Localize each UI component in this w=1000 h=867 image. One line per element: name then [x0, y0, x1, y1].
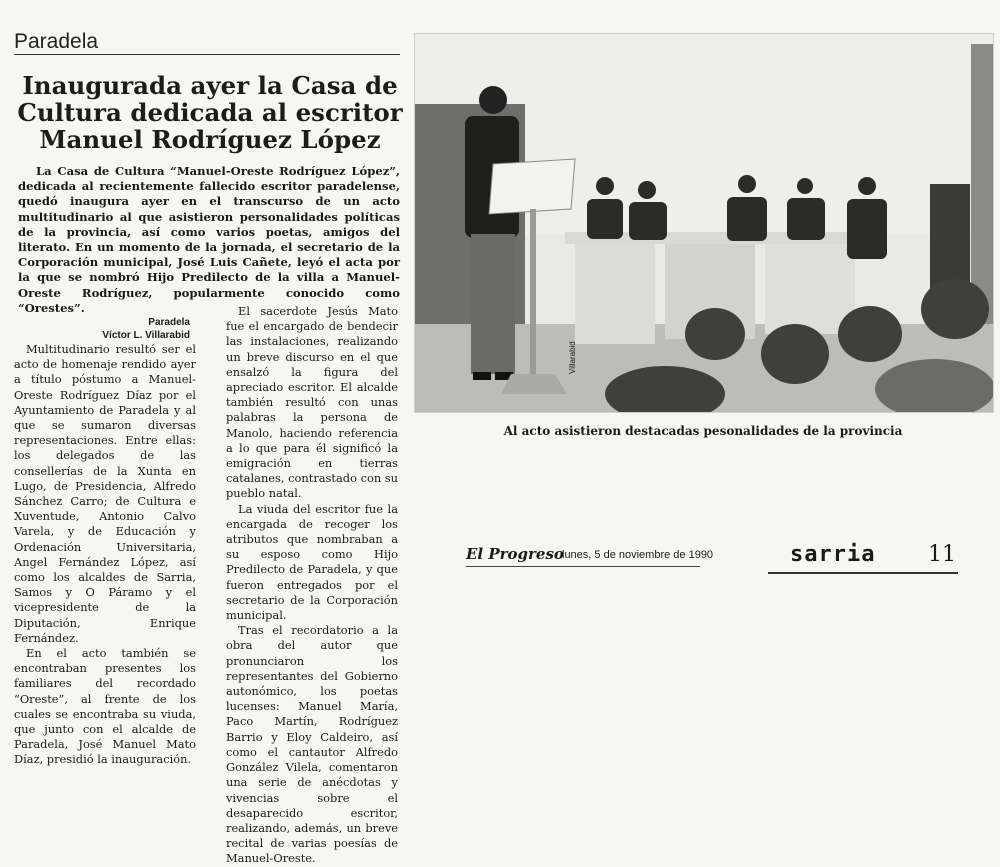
article-column-1 [14, 342, 196, 768]
byline-author: Víctor L. Villarabid [102, 330, 190, 341]
body-paragraph: Multitudinario resultó ser el acto de homenaje rendido ayer a título póstumo a Manuel-Oreste Rodríguez Díaz por el Ayuntamiento de Paradela y al que se sumaron diversas representaciones. Entre ellas: los delegados de las consellerías de la Xunta en Lugo, de Presidencia, Alfredo Sánchez Carro; de Cultura e Xuventude, Antonio Calvo Varela, y de Educación y Ordenación Universitaria, Angel Fernández López, así como los alcaldes de Sarria, Samos y O Páramo y el vicepresidente de la Diputación, Enrique Fernández. [14, 342, 196, 645]
publication-date: lunes, 5 de noviembre de 1990 [562, 549, 714, 561]
page-number: 11 [928, 542, 956, 567]
byline-place: Paradela [148, 317, 190, 328]
photo-illustration [415, 34, 993, 412]
body-paragraph: En el acto también se encontraban presentes los familiares del recordado “Oreste”, al frente de los cuales se encontraba su viuda, que junto con el alcalde de Paradela, José Manuel Mato Díaz, presidió la inauguración. [14, 646, 196, 767]
lead-paragraph: La Casa de Cultura “Manuel-Oreste Rodríguez López”, dedicada al recientemente fallecido escritor paradelense, quedó inaugura ayer en el transcurso de un acto multitudinario al que asistieron personalidades políticas de la provincia, así como varios poetas, amigos del literato. En un momento de la jornada, el secretario de la Corporación municipal, José Luis Cañete, leyó el acta por la que se nombró Hijo Predilecto de la villa a Manuel-Oreste Rodríguez, popularmente conocido como “Orestes”. [18, 164, 400, 315]
body-paragraph: El sacerdote Jesús Mato fue el encargado de bendecir las instalaciones, realizando un breve discurso en el que ensalzó la figura del apreciado escritor. El alcalde también resultó con unas palabras la persona de Manolo, haciendo referencia a lo que para él significó la emigración en tierras catalanes, contrastado con su pueblo natal. [226, 304, 398, 501]
footer-rule [466, 566, 700, 567]
publication-name: El Progreso [466, 545, 564, 563]
section-rule [14, 54, 400, 55]
photo-credit: Villarabid [568, 341, 577, 374]
headline-line: Inaugurada ayer la Casa de [22, 71, 398, 100]
section-label: Paradela [14, 30, 99, 53]
photo-caption: Al acto asistieron destacadas pesonalidades de la provincia [503, 424, 903, 438]
body-paragraph: La viuda del escritor fue la encargada de recoger los atributos que nombraban a su esposo como Hijo Predilecto de Paradela, y que fueron entregados por el secretario de la Corporación municipal. [226, 501, 398, 623]
headline [14, 72, 406, 153]
article-column-2 [226, 304, 398, 867]
footer-rule [768, 572, 958, 574]
body-paragraph: Tras el recordatorio a la obra del autor que pronunciaron los representantes del Gobierno autonómico, los poetas lucenses: Manuel María, Paco Martín, Rodríguez Barrio y Eloy Caldeiro, así como el cantautor Alfredo González Vilela, comentaron una serie de anécdotas y vivencias sobre el desaparecido escritor, realizando, además, un breve recital de varias poesías de Manuel-Oreste. [226, 623, 398, 866]
event-photo [414, 33, 994, 413]
footer-section: sarria [790, 542, 876, 567]
headline-line: Cultura dedicada al escritor [17, 98, 403, 127]
byline [20, 316, 190, 342]
headline-line: Manuel Rodríguez López [39, 125, 381, 154]
